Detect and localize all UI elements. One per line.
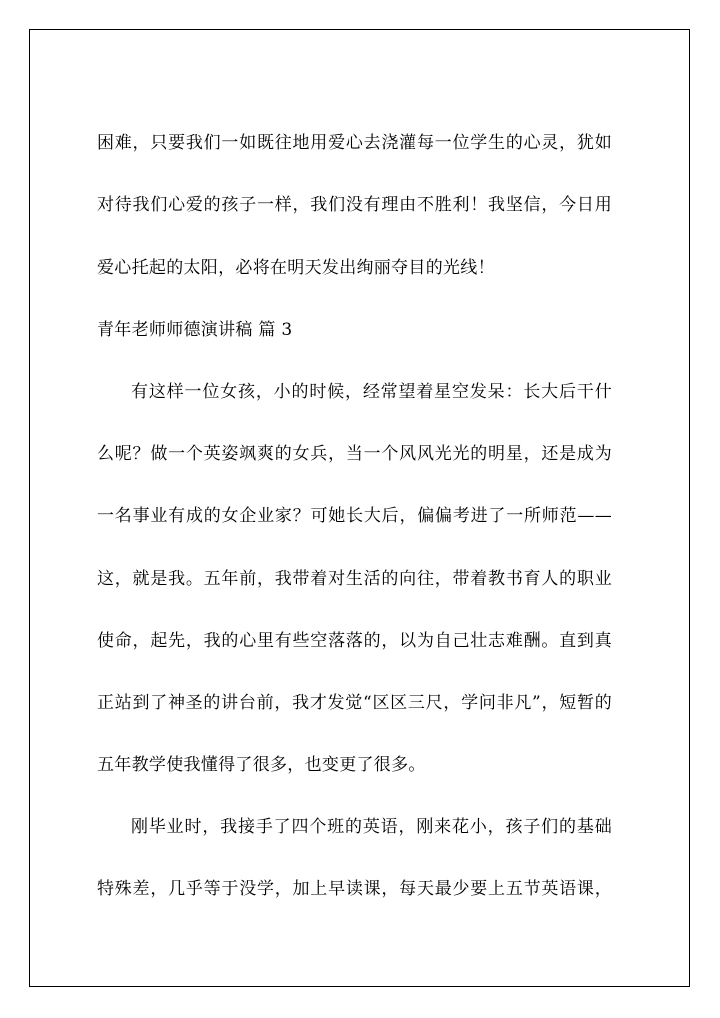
paragraph-line: 爱心托起的太阳，必将在明天发出绚丽夺目的光线！ bbox=[97, 258, 495, 278]
paragraph-line: 有这样一位女孩，小的时候，经常望着星空发呆：长大后干什 bbox=[131, 382, 612, 402]
paragraph-line: 一名事业有成的女企业家？可她长大后，偏偏考进了一所师范—— bbox=[97, 506, 612, 526]
paragraph-line: 五年教学使我懂得了很多，也变更了很多。 bbox=[97, 755, 426, 775]
paragraph-line: 特殊差，几乎等于没学，加上早读课，每天最少要上五节英语课， bbox=[97, 879, 612, 899]
paragraph-line: 使命，起先，我的心里有些空落落的，以为自己壮志难酬。直到真 bbox=[97, 631, 612, 651]
paragraph-line: 这，就是我。五年前，我带着对生活的向往，带着教书育人的职业 bbox=[97, 569, 612, 589]
paragraph-line: 刚毕业时，我接手了四个班的英语，刚来花小，孩子们的基础 bbox=[131, 817, 612, 837]
paragraph-line: 对待我们心爱的孩子一样，我们没有理由不胜利！我坚信，今日用 bbox=[97, 195, 612, 215]
section-heading: 青年老师师德演讲稿 篇 3 bbox=[97, 320, 293, 340]
paragraph-line: 困难，只要我们一如既往地用爱心去浇灌每一位学生的心灵，犹如 bbox=[97, 133, 612, 153]
paragraph-line: 正站到了神圣的讲台前，我才发觉“区区三尺，学问非凡”，短暂的 bbox=[97, 693, 612, 713]
paragraph-line: 么呢？做一个英姿飒爽的女兵，当一个风风光光的明星，还是成为 bbox=[97, 444, 612, 464]
